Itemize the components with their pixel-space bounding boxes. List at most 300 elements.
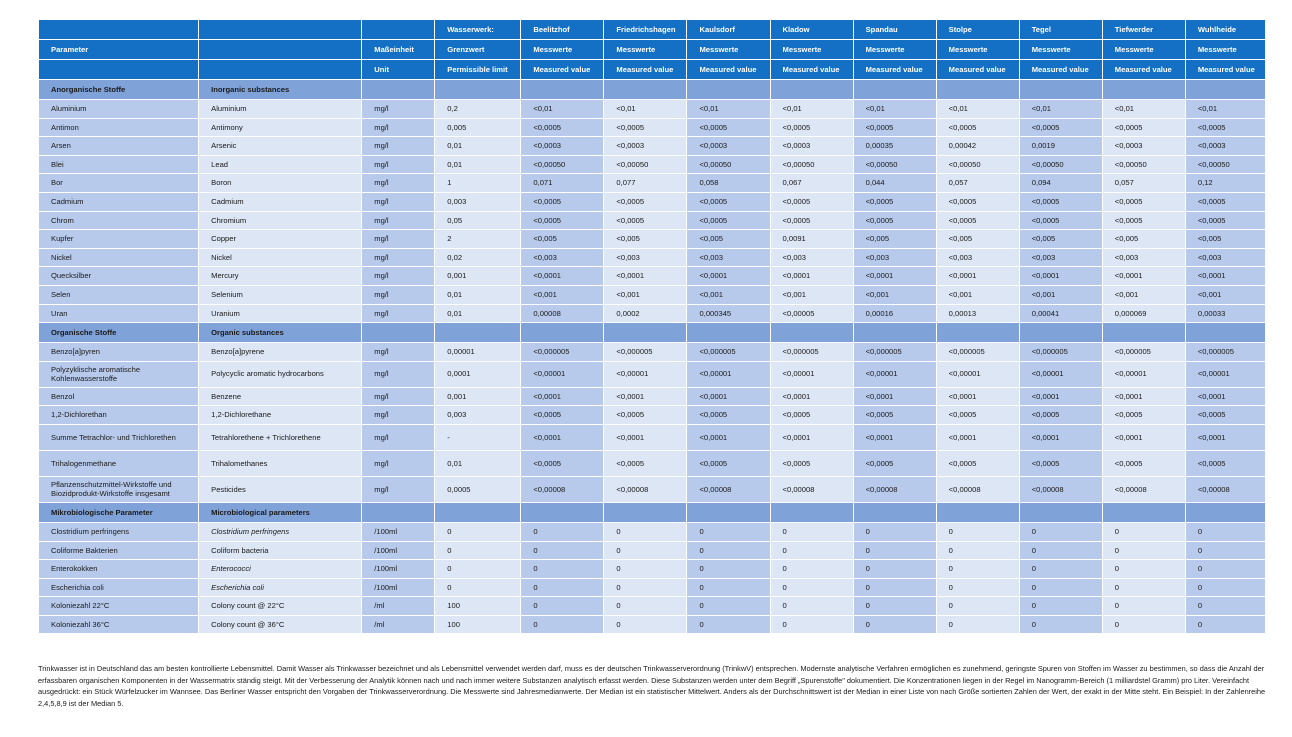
measured-value-cell: <0,00008 (853, 476, 936, 502)
measured-value-cell: <0,000005 (521, 343, 604, 362)
table-row (39, 560, 1266, 579)
header-cell: Kaulsdorf (687, 20, 770, 40)
parameter-en-cell: Colony count @ 22°C (199, 597, 362, 616)
section-empty-cell (687, 502, 770, 522)
unit-cell: mg/l (362, 155, 435, 174)
table-row (39, 615, 1266, 634)
measured-value-cell: <0,0005 (770, 211, 853, 230)
header-row (39, 40, 1266, 60)
measured-value-cell: 0 (687, 597, 770, 616)
section-empty-cell (770, 502, 853, 522)
parameter-en-cell: Trihalomethanes (199, 450, 362, 476)
measured-value-cell: <0,005 (1019, 230, 1102, 249)
measured-value-cell: <0,0005 (936, 192, 1019, 211)
unit-cell: /100ml (362, 578, 435, 597)
measured-value-cell: <0,0001 (853, 424, 936, 450)
measured-value-cell: <0,0001 (687, 387, 770, 406)
header-cell: Parameter (39, 40, 199, 60)
measured-value-cell: <0,0003 (604, 137, 687, 156)
table-row (39, 450, 1266, 476)
measured-value-cell: <0,0005 (770, 192, 853, 211)
parameter-en-cell: Pesticides (199, 476, 362, 502)
measured-value-cell: <0,0005 (521, 450, 604, 476)
measured-value-cell: 0,00042 (936, 137, 1019, 156)
limit-cell: - (435, 424, 521, 450)
measured-value-cell: <0,003 (1102, 248, 1185, 267)
measured-value-cell: 0 (1102, 541, 1185, 560)
unit-cell: mg/l (362, 211, 435, 230)
header-cell: Messwerte (604, 40, 687, 60)
unit-cell: mg/l (362, 267, 435, 286)
measured-value-cell: 0,00035 (853, 137, 936, 156)
limit-cell: 0,05 (435, 211, 521, 230)
measured-value-cell: <0,00050 (1102, 155, 1185, 174)
limit-cell: 0,02 (435, 248, 521, 267)
unit-cell: mg/l (362, 174, 435, 193)
measured-value-cell: <0,00008 (770, 476, 853, 502)
parameter-en-cell: Tetrahlorethene + Trichlorethene (199, 424, 362, 450)
measured-value-cell: <0,0001 (521, 387, 604, 406)
header-cell: Messwerte (687, 40, 770, 60)
measured-value-cell: <0,003 (1019, 248, 1102, 267)
measured-value-cell: <0,00008 (604, 476, 687, 502)
table-row (39, 476, 1266, 502)
measured-value-cell: <0,0003 (521, 137, 604, 156)
measured-value-cell: <0,000005 (1019, 343, 1102, 362)
unit-cell: mg/l (362, 450, 435, 476)
measured-value-cell: <0,001 (853, 285, 936, 304)
limit-cell: 0,001 (435, 387, 521, 406)
section-title-de: Mikrobiologische Parameter (39, 502, 199, 522)
parameter-de-cell: Nickel (39, 248, 199, 267)
limit-cell: 0,01 (435, 450, 521, 476)
measured-value-cell: 0,067 (770, 174, 853, 193)
unit-cell: mg/l (362, 192, 435, 211)
measured-value-cell: <0,0001 (1102, 267, 1185, 286)
unit-cell: /100ml (362, 522, 435, 541)
section-empty-cell (521, 80, 604, 100)
measured-value-cell: <0,0001 (687, 424, 770, 450)
measured-value-cell: 0,000345 (687, 304, 770, 323)
parameter-en-cell: Benzo[a]pyrene (199, 343, 362, 362)
header-cell: Measured value (770, 60, 853, 80)
parameter-de-cell: Quecksilber (39, 267, 199, 286)
parameter-en-cell: Uranium (199, 304, 362, 323)
measured-value-cell: <0,0001 (1185, 387, 1265, 406)
measured-value-cell: <0,0001 (1185, 267, 1265, 286)
parameter-de-cell: Bor (39, 174, 199, 193)
parameter-de-cell: Uran (39, 304, 199, 323)
section-empty-cell (1019, 80, 1102, 100)
measured-value-cell: <0,01 (770, 100, 853, 119)
table-row (39, 155, 1266, 174)
measured-value-cell: <0,001 (604, 285, 687, 304)
measured-value-cell: 0 (687, 615, 770, 634)
header-cell (39, 60, 199, 80)
measured-value-cell: 0 (1019, 615, 1102, 634)
header-cell: Measured value (1019, 60, 1102, 80)
limit-cell: 0 (435, 522, 521, 541)
measured-value-cell: <0,01 (1019, 100, 1102, 119)
measured-value-cell: <0,005 (936, 230, 1019, 249)
header-cell: Messwerte (1185, 40, 1265, 60)
header-cell (39, 20, 199, 40)
parameter-en-cell: Colony count @ 36°C (199, 615, 362, 634)
parameter-de-cell: Benzol (39, 387, 199, 406)
measured-value-cell: <0,0005 (1102, 450, 1185, 476)
measured-value-cell: <0,0005 (687, 192, 770, 211)
measured-value-cell: 0 (770, 560, 853, 579)
header-cell: Messwerte (1102, 40, 1185, 60)
measured-value-cell: 0 (853, 541, 936, 560)
unit-cell: mg/l (362, 476, 435, 502)
parameter-en-cell: Lead (199, 155, 362, 174)
measured-value-cell: <0,005 (1102, 230, 1185, 249)
measured-value-cell: 0 (521, 522, 604, 541)
parameter-de-cell: Escherichia coli (39, 578, 199, 597)
measured-value-cell: <0,00050 (936, 155, 1019, 174)
header-cell: Tiefwerder (1102, 20, 1185, 40)
measured-value-cell: <0,0005 (853, 118, 936, 137)
measured-value-cell: <0,0003 (770, 137, 853, 156)
section-empty-cell (1185, 502, 1265, 522)
measured-value-cell: 0,094 (1019, 174, 1102, 193)
limit-cell: 0 (435, 578, 521, 597)
measured-value-cell: 0 (1185, 560, 1265, 579)
measured-value-cell: <0,0005 (936, 211, 1019, 230)
measured-value-cell: <0,0001 (770, 267, 853, 286)
measured-value-cell: 0 (853, 560, 936, 579)
parameter-de-cell: Trihalogenmethane (39, 450, 199, 476)
limit-cell: 0,01 (435, 155, 521, 174)
header-cell (199, 20, 362, 40)
table-row (39, 285, 1266, 304)
measured-value-cell: <0,005 (1185, 230, 1265, 249)
measured-value-cell: <0,003 (1185, 248, 1265, 267)
unit-cell: mg/l (362, 230, 435, 249)
header-cell: Measured value (521, 60, 604, 80)
measured-value-cell: <0,003 (770, 248, 853, 267)
header-cell: Measured value (1185, 60, 1265, 80)
measured-value-cell: 0,058 (687, 174, 770, 193)
header-cell: Messwerte (770, 40, 853, 60)
measured-value-cell: <0,0005 (1019, 406, 1102, 425)
parameter-en-cell: Copper (199, 230, 362, 249)
measured-value-cell: <0,01 (1185, 100, 1265, 119)
measured-value-cell: <0,0001 (604, 387, 687, 406)
measured-value-cell: <0,0003 (687, 137, 770, 156)
measured-value-cell: 0 (687, 560, 770, 579)
parameter-de-cell: Cadmium (39, 192, 199, 211)
parameter-en-cell: Escherichia coli (199, 578, 362, 597)
measured-value-cell: <0,00008 (936, 476, 1019, 502)
section-header-row (39, 80, 1266, 100)
measured-value-cell: 0,00033 (1185, 304, 1265, 323)
measured-value-cell: <0,0001 (1019, 424, 1102, 450)
measured-value-cell: 0 (521, 541, 604, 560)
measured-value-cell: <0,0005 (1102, 192, 1185, 211)
measured-value-cell: <0,01 (853, 100, 936, 119)
measured-value-cell: <0,00001 (604, 361, 687, 387)
measured-value-cell: <0,0005 (936, 450, 1019, 476)
parameter-de-cell: Pflanzenschutzmittel-Wirkstoffe und Biozidprodukt-Wirkstoffe insgesamt (39, 476, 199, 502)
parameter-de-cell: Arsen (39, 137, 199, 156)
header-cell (199, 60, 362, 80)
parameter-en-cell: Aluminium (199, 100, 362, 119)
measured-value-cell: 0 (1019, 597, 1102, 616)
parameter-en-cell: Cadmium (199, 192, 362, 211)
measured-value-cell: 0 (853, 522, 936, 541)
measured-value-cell: <0,00050 (1185, 155, 1265, 174)
measured-value-cell: 0,0002 (604, 304, 687, 323)
section-empty-cell (1019, 323, 1102, 343)
limit-cell: 0,2 (435, 100, 521, 119)
measured-value-cell: <0,00001 (936, 361, 1019, 387)
header-cell: Kladow (770, 20, 853, 40)
measured-value-cell: 0 (1019, 578, 1102, 597)
measured-value-cell: <0,0001 (521, 267, 604, 286)
table-row (39, 267, 1266, 286)
measured-value-cell: 0 (770, 522, 853, 541)
parameter-en-cell: Arsenic (199, 137, 362, 156)
measured-value-cell: 0 (604, 522, 687, 541)
measured-value-cell: <0,00001 (1102, 361, 1185, 387)
measured-value-cell: <0,0001 (1019, 387, 1102, 406)
section-empty-cell (1102, 323, 1185, 343)
limit-cell: 0,01 (435, 285, 521, 304)
unit-cell: mg/l (362, 387, 435, 406)
section-empty-cell (521, 323, 604, 343)
measured-value-cell: <0,001 (1185, 285, 1265, 304)
table-row (39, 343, 1266, 362)
limit-cell: 0,00001 (435, 343, 521, 362)
measured-value-cell: <0,001 (521, 285, 604, 304)
measured-value-cell: <0,000005 (853, 343, 936, 362)
table-row (39, 424, 1266, 450)
parameter-de-cell: Aluminium (39, 100, 199, 119)
header-row (39, 60, 1266, 80)
parameter-de-cell: Antimon (39, 118, 199, 137)
measured-value-cell: <0,0005 (1185, 118, 1265, 137)
measured-value-cell: 0 (1019, 541, 1102, 560)
measured-value-cell: <0,00001 (770, 361, 853, 387)
measured-value-cell: 0 (1185, 597, 1265, 616)
section-empty-cell (362, 502, 435, 522)
measured-value-cell: <0,00050 (687, 155, 770, 174)
measured-value-cell: 0 (1102, 615, 1185, 634)
unit-cell: mg/l (362, 137, 435, 156)
section-empty-cell (1185, 323, 1265, 343)
measured-value-cell: <0,005 (521, 230, 604, 249)
measured-value-cell: <0,00001 (1185, 361, 1265, 387)
measured-value-cell: <0,0005 (1185, 406, 1265, 425)
limit-cell: 0,001 (435, 267, 521, 286)
parameter-en-cell: Polycyclic aromatic hydrocarbons (199, 361, 362, 387)
parameter-de-cell: Blei (39, 155, 199, 174)
measured-value-cell: 0 (604, 560, 687, 579)
measured-value-cell: <0,00008 (521, 476, 604, 502)
header-cell: Unit (362, 60, 435, 80)
measured-value-cell: <0,0005 (853, 211, 936, 230)
measured-value-cell: <0,00001 (1019, 361, 1102, 387)
header-cell: Measured value (853, 60, 936, 80)
measured-value-cell: <0,00050 (521, 155, 604, 174)
section-title-de: Anorganische Stoffe (39, 80, 199, 100)
measured-value-cell: <0,0005 (604, 192, 687, 211)
measured-value-cell: <0,0005 (687, 450, 770, 476)
section-title-de: Organische Stoffe (39, 323, 199, 343)
measured-value-cell: <0,00008 (1102, 476, 1185, 502)
measured-value-cell: <0,0005 (1102, 118, 1185, 137)
measured-value-cell: 0,12 (1185, 174, 1265, 193)
measured-value-cell: <0,0005 (604, 406, 687, 425)
header-cell: Measured value (936, 60, 1019, 80)
limit-cell: 0,003 (435, 406, 521, 425)
measured-value-cell: <0,0005 (770, 450, 853, 476)
parameter-en-cell: Boron (199, 174, 362, 193)
footnote-text: Trinkwasser ist in Deutschland das am besten kontrollierte Lebensmittel. Damit Wasser als Trinkwasser bezeichnet und als Lebensmittel verwendet werden darf, muss es der deutschen Trinkwasserverordnung (TrinkwV) entsprechen. Modernste analytische Verfahren ermöglichen es zunehmend, geringste Spuren von Stoffen im Wasser zu bestimmen, so dass die Anzahl der erfassbaren organischen Komponenten in der Wassermatrix ständig steigt. Mit der Verbesserung der Analytik können nach und nach immer weitere Substanzen analytisch erfasst werden. Diese Substanzen werden unter dem Begriff „Spurenstoffe" dokumentiert. Die Konzentrationen liegen in der Regel im Nanogramm-Bereich (1 milliardstel Gramm) pro Liter. Vereinfacht ausgedrückt: ein Stück Würfelzucker im Wannsee. Das Berliner Wasser entspricht den Vorgaben der Trinkwasserverordnung. Die Messwerte sind Jahresmedianwerte. Der Median ist ein statistischer Mittelwert. Anders als der Durchschnittswert ist der Median in einer Liste von nach Größe sortierten Zahlen der Wert, der exakt in der Mitte steht. Ein Beispiel: In der Zahlenreihe 2,4,5,8,9 ist der Median 5. (38, 664, 1266, 708)
table-row (39, 211, 1266, 230)
table-row (39, 541, 1266, 560)
parameter-en-cell: Antimony (199, 118, 362, 137)
measured-value-cell: <0,000005 (604, 343, 687, 362)
header-cell: Measured value (687, 60, 770, 80)
section-empty-cell (521, 502, 604, 522)
measured-value-cell: <0,0005 (1019, 118, 1102, 137)
table-row (39, 522, 1266, 541)
measured-value-cell: <0,003 (936, 248, 1019, 267)
measured-value-cell: 0 (1185, 522, 1265, 541)
section-empty-cell (687, 323, 770, 343)
header-row (39, 20, 1266, 40)
section-empty-cell (1019, 502, 1102, 522)
measured-value-cell: <0,0005 (521, 192, 604, 211)
parameter-en-cell: Enterococci (199, 560, 362, 579)
unit-cell: /100ml (362, 541, 435, 560)
limit-cell: 0,005 (435, 118, 521, 137)
parameter-de-cell: Summe Tetrachlor- und Trichlorethen (39, 424, 199, 450)
parameter-de-cell: Koloniezahl 36°C (39, 615, 199, 634)
measured-value-cell: 0 (853, 615, 936, 634)
table-row (39, 230, 1266, 249)
measured-value-cell: <0,0005 (770, 118, 853, 137)
table-row (39, 192, 1266, 211)
measured-value-cell: 0 (770, 578, 853, 597)
measured-value-cell: 0 (604, 541, 687, 560)
measured-value-cell: 0,00008 (521, 304, 604, 323)
measured-value-cell: 0 (521, 560, 604, 579)
section-title-en: Inorganic substances (199, 80, 362, 100)
unit-cell: /100ml (362, 560, 435, 579)
measured-value-cell: <0,0005 (1185, 211, 1265, 230)
limit-cell: 2 (435, 230, 521, 249)
table-row (39, 248, 1266, 267)
limit-cell: 0,0001 (435, 361, 521, 387)
measured-value-cell: <0,0005 (1019, 450, 1102, 476)
parameter-en-cell: Benzene (199, 387, 362, 406)
section-empty-cell (853, 502, 936, 522)
section-empty-cell (604, 80, 687, 100)
header-cell: Maßeinheit (362, 40, 435, 60)
measured-value-cell: <0,0005 (687, 118, 770, 137)
header-cell: Messwerte (853, 40, 936, 60)
header-cell: Messwerte (521, 40, 604, 60)
measured-value-cell: 0 (770, 597, 853, 616)
measured-value-cell: <0,0005 (936, 406, 1019, 425)
measured-value-cell: 0 (687, 578, 770, 597)
measured-value-cell: <0,00001 (521, 361, 604, 387)
measured-value-cell: <0,0001 (936, 424, 1019, 450)
measured-value-cell: <0,0001 (1019, 267, 1102, 286)
parameter-en-cell: Coliform bacteria (199, 541, 362, 560)
water-quality-table (38, 19, 1266, 634)
measured-value-cell: 0,000069 (1102, 304, 1185, 323)
measured-value-cell: 0 (521, 578, 604, 597)
measured-value-cell: <0,0005 (1019, 192, 1102, 211)
unit-cell: mg/l (362, 406, 435, 425)
measured-value-cell: 0,057 (1102, 174, 1185, 193)
measured-value-cell: 0,00016 (853, 304, 936, 323)
measured-value-cell: <0,0005 (687, 211, 770, 230)
header-cell: Measured value (604, 60, 687, 80)
header-cell: Friedrichshagen (604, 20, 687, 40)
unit-cell: mg/l (362, 285, 435, 304)
header-cell: Measured value (1102, 60, 1185, 80)
header-cell: Spandau (853, 20, 936, 40)
header-cell: Messwerte (936, 40, 1019, 60)
unit-cell: mg/l (362, 248, 435, 267)
measured-value-cell: 0 (1185, 615, 1265, 634)
section-empty-cell (853, 323, 936, 343)
table-row (39, 174, 1266, 193)
measured-value-cell: 0,0091 (770, 230, 853, 249)
header-cell: Wuhlheide (1185, 20, 1265, 40)
section-empty-cell (362, 323, 435, 343)
measured-value-cell: <0,001 (936, 285, 1019, 304)
measured-value-cell: <0,0005 (853, 192, 936, 211)
measured-value-cell: <0,000005 (687, 343, 770, 362)
parameter-de-cell: Coliforme Bakterien (39, 541, 199, 560)
measured-value-cell: 0,0019 (1019, 137, 1102, 156)
measured-value-cell: 0 (1102, 578, 1185, 597)
measured-value-cell: <0,01 (687, 100, 770, 119)
measured-value-cell: <0,0003 (1102, 137, 1185, 156)
header-cell: Grenzwert (435, 40, 521, 60)
header-cell: Messwerte (1019, 40, 1102, 60)
parameter-en-cell: Selenium (199, 285, 362, 304)
measured-value-cell: <0,00050 (604, 155, 687, 174)
measured-value-cell: <0,0001 (1185, 424, 1265, 450)
parameter-de-cell: Selen (39, 285, 199, 304)
measured-value-cell: <0,000005 (1185, 343, 1265, 362)
measured-value-cell: <0,0005 (1185, 450, 1265, 476)
section-empty-cell (936, 80, 1019, 100)
unit-cell: mg/l (362, 100, 435, 119)
measured-value-cell: 0,057 (936, 174, 1019, 193)
measured-value-cell: <0,00050 (1019, 155, 1102, 174)
header-cell: Wasserwerk: (435, 20, 521, 40)
measured-value-cell: <0,0005 (1102, 406, 1185, 425)
measured-value-cell: <0,0005 (604, 211, 687, 230)
measured-value-cell: <0,0005 (521, 211, 604, 230)
measured-value-cell: <0,0001 (687, 267, 770, 286)
measured-value-cell: 0 (770, 541, 853, 560)
measured-value-cell: <0,01 (604, 100, 687, 119)
parameter-en-cell: Mercury (199, 267, 362, 286)
measured-value-cell: 0 (604, 615, 687, 634)
measured-value-cell: <0,0001 (936, 387, 1019, 406)
measured-value-cell: 0 (687, 541, 770, 560)
